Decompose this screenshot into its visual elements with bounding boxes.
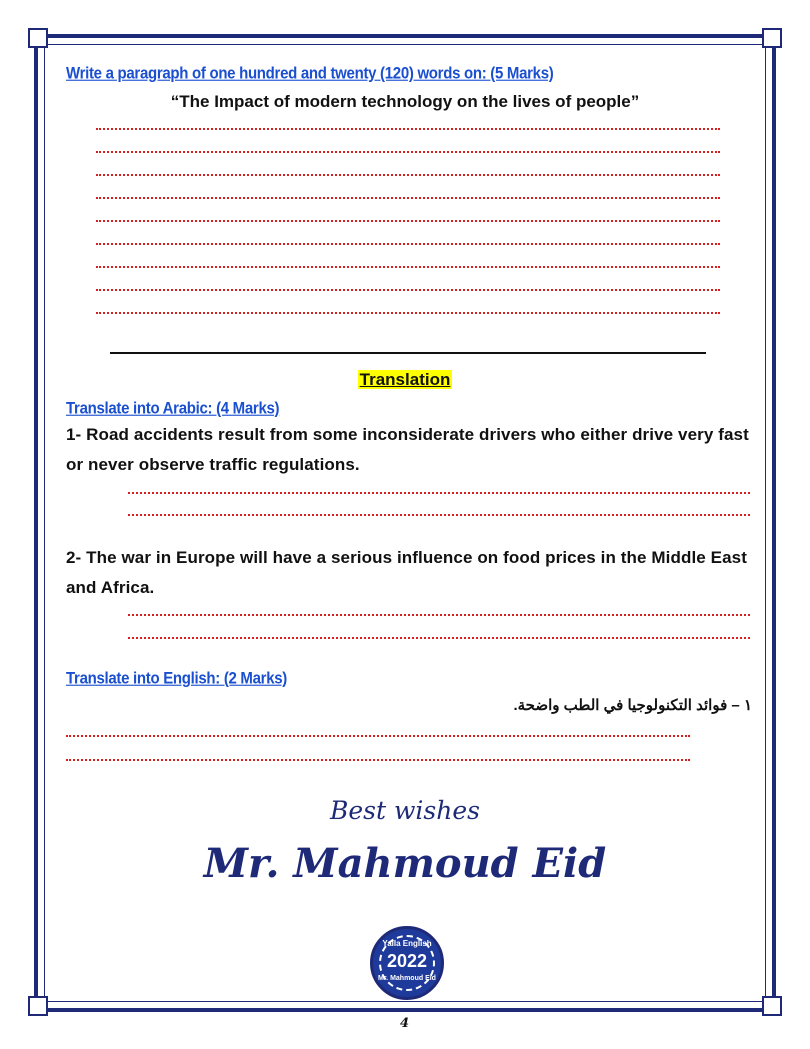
dotted-line [96, 197, 720, 199]
paragraph-heading: Write a paragraph of one hundred and twenty (120) words on: (5 Marks) [66, 64, 554, 84]
page-number: 4 [400, 1016, 410, 1031]
dotted-line [96, 220, 720, 222]
dotted-line [66, 735, 690, 737]
english-heading: Translate into English: (2 Marks) [66, 669, 287, 689]
dotted-line [96, 289, 720, 291]
dotted-line [96, 174, 720, 176]
dotted-line [96, 243, 720, 245]
paragraph-topic: “The Impact of modern technology on the lives of people” [170, 92, 640, 111]
border-corner [28, 996, 48, 1016]
dotted-line [96, 266, 720, 268]
border-corner [28, 28, 48, 48]
dotted-line [96, 151, 720, 153]
seal-top-text: Yalla English [382, 939, 432, 948]
arabic-sentence: ١ – فوائد التكنولوجيا في الطب واضحة. [513, 697, 752, 714]
sentence-2: 2- The war in Europe will have a serious influence on food prices in the Middle East and Africa. [66, 548, 747, 597]
dotted-line [96, 312, 720, 314]
author-signature: Mr. Mahmoud Eid [203, 840, 607, 887]
seal-year: 2022 [386, 951, 428, 971]
dotted-line [128, 614, 750, 616]
dotted-line [66, 759, 690, 761]
dotted-line [128, 514, 750, 516]
yalla-english-seal [370, 926, 444, 1000]
best-wishes: Best wishes [330, 796, 480, 825]
translation-title: Translation [359, 370, 451, 389]
dotted-line [96, 128, 720, 130]
seal-bottom-text: Mr. Mahmoud Eid [378, 975, 436, 982]
translation-title-wrap [0, 370, 810, 390]
border-corner [762, 28, 782, 48]
arabic-heading: Translate into Arabic: (4 Marks) [66, 399, 280, 419]
border-corner [762, 996, 782, 1016]
dotted-line [128, 637, 750, 639]
sentence-1: 1- Road accidents result from some inconsiderate drivers who either drive very fast or never observe traffic regulations. [66, 425, 749, 474]
dotted-line [128, 492, 750, 494]
section-divider [110, 352, 706, 354]
